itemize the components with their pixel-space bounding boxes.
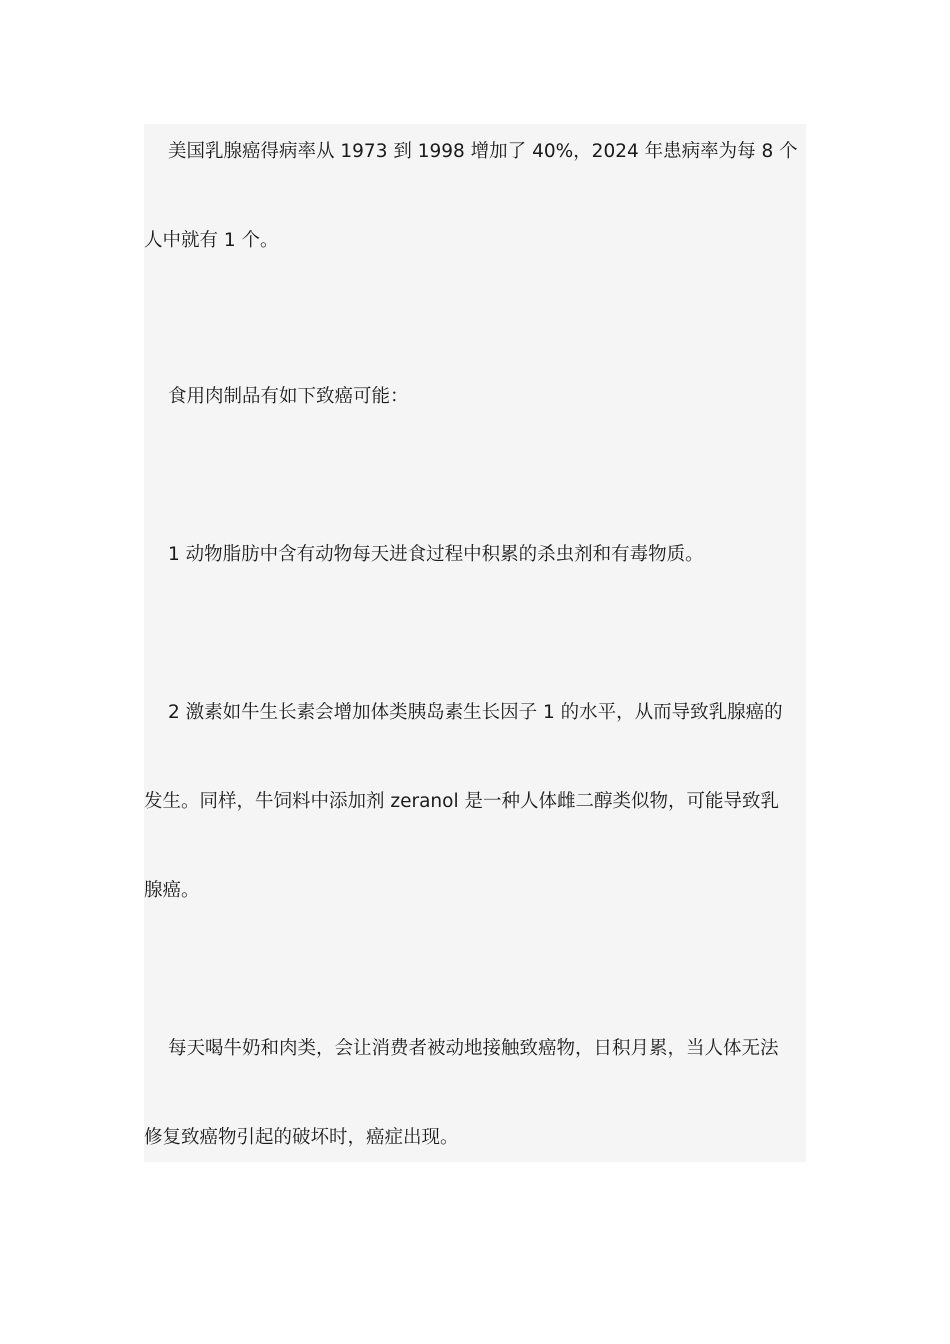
list-item-2-line-3: 腺癌。 bbox=[144, 880, 200, 901]
list-item-2-line-1: 2 激素如牛生长素会增加体类胰岛素生长因子 1 的水平，从而导致乳腺癌的 bbox=[168, 702, 783, 723]
paragraph-conclusion-line-2: 修复致癌物引起的破坏时，癌症出现。 bbox=[144, 1127, 459, 1148]
article-body bbox=[144, 124, 806, 1162]
paragraph-meat-risks-intro: 食用肉制品有如下致癌可能： bbox=[168, 386, 409, 407]
paragraph-incidence-line-2: 人中就有 1 个。 bbox=[144, 230, 279, 251]
paragraph-conclusion-line-1: 每天喝牛奶和肉类，会让消费者被动地接触致癌物，日积月累，当人体无法 bbox=[168, 1038, 779, 1059]
paragraph-incidence-line-1: 美国乳腺癌得病率从 1973 到 1998 增加了 40%，2024 年患病率为每 8 个 bbox=[168, 141, 798, 162]
list-item-1: 1 动物脂肪中含有动物每天进食过程中积累的杀虫剂和有毒物质。 bbox=[168, 544, 704, 565]
list-item-2-line-2: 发生。同样，牛饲料中添加剂 zeranol 是一种人体雌二醇类似物，可能导致乳 bbox=[144, 791, 779, 812]
